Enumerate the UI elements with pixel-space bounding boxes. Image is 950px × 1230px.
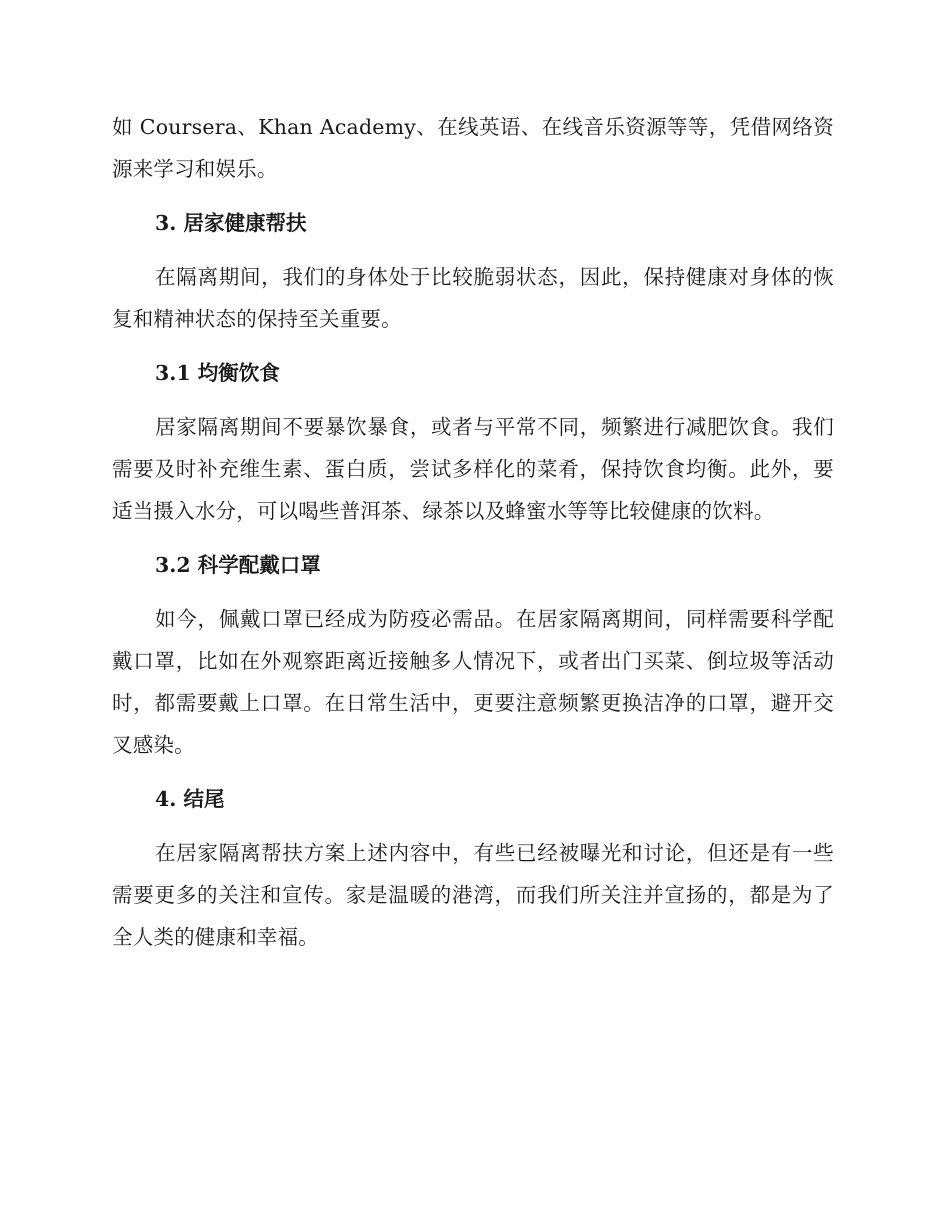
document-page [112, 106, 834, 958]
paragraph-balanced-diet: 居家隔离期间不要暴饮暴食，或者与平常不同，频繁进行减肥饮食。我们需要及时补充维生素、蛋白质，尝试多样化的菜肴，保持饮食均衡。此外，要适当摄入水分，可以喝些普洱茶、绿茶以及蜂蜜水等等比较健康的饮料。 [112, 415, 834, 523]
paragraph-home-health: 在隔离期间，我们的身体处于比较脆弱状态，因此，保持健康对身体的恢复和精神状态的保持至关重要。 [112, 265, 834, 331]
section-heading-conclusion: 4. 结尾 [155, 787, 225, 811]
paragraph-masks: 如今，佩戴口罩已经成为防疫必需品。在居家隔离期间，同样需要科学配戴口罩，比如在外观察距离近接触多人情况下，或者出门买菜、倒垃圾等活动时，都需要戴上口罩。在日常生活中，更要注意频繁更换洁净的口罩，避开交叉感染。 [112, 607, 834, 757]
paragraph-continuation: 如 Coursera、Khan Academy、在线英语、在线音乐资源等等，凭借网络资源来学习和娱乐。 [112, 115, 834, 181]
section-heading-home-health: 3. 居家健康帮扶 [155, 211, 307, 235]
subsection-heading-balanced-diet: 3.1 均衡饮食 [155, 361, 280, 385]
subsection-heading-masks: 3.2 科学配戴口罩 [155, 553, 321, 577]
paragraph-conclusion: 在居家隔离帮扶方案上述内容中，有些已经被曝光和讨论，但还是有一些需要更多的关注和宣传。家是温暖的港湾，而我们所关注并宣扬的，都是为了全人类的健康和幸福。 [112, 841, 834, 949]
